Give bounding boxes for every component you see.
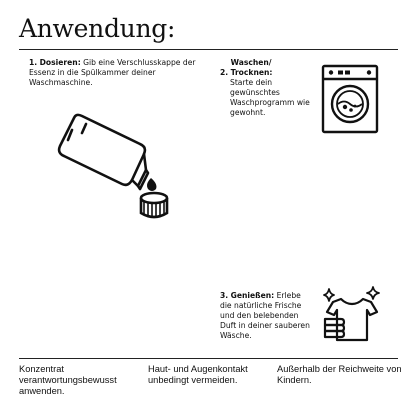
footer-note-contact: Haut- und Augenkontakt unbedingt vermeiden. xyxy=(148,364,248,385)
step-3-enjoy xyxy=(220,291,312,341)
step-3-heading: Genießen: xyxy=(230,291,275,300)
title-divider xyxy=(19,49,398,50)
bottle-pouring-icon xyxy=(52,110,182,225)
step-3-number: 3. xyxy=(220,291,229,300)
footer-note-children: Außerhalb der Reichweite von Kindern. xyxy=(277,364,402,385)
step-2-text: Starte dein gewünschtes Waschprogramm wie gewohnt. xyxy=(230,78,310,117)
step-1-heading: Dosieren: xyxy=(39,58,81,67)
washing-machine-icon xyxy=(321,64,379,134)
step-3-text: Erlebe die natürliche Frische und den belebenden Duft in deiner sauberen Wäsche. xyxy=(220,291,310,340)
drop-icon xyxy=(147,178,156,191)
step-2-heading: Waschen/ Trocknen: xyxy=(230,58,273,77)
step-1-dosing xyxy=(29,58,199,88)
footer-note-concentrate: Konzentrat verantwortungsbewusst anwenden. xyxy=(19,364,117,396)
step-1-text: Gib eine Verschlusskappe der Essenz in die Spülkammer deiner Waschmaschine. xyxy=(29,58,196,87)
step-2-number: 2. xyxy=(220,68,229,77)
sparkle-icon xyxy=(324,287,379,301)
fresh-laundry-icon xyxy=(319,285,385,343)
page-title: Anwendung: xyxy=(19,14,176,43)
step-2-washing xyxy=(220,58,310,118)
step-1-number: 1. xyxy=(29,58,38,67)
footer-divider xyxy=(19,358,398,359)
